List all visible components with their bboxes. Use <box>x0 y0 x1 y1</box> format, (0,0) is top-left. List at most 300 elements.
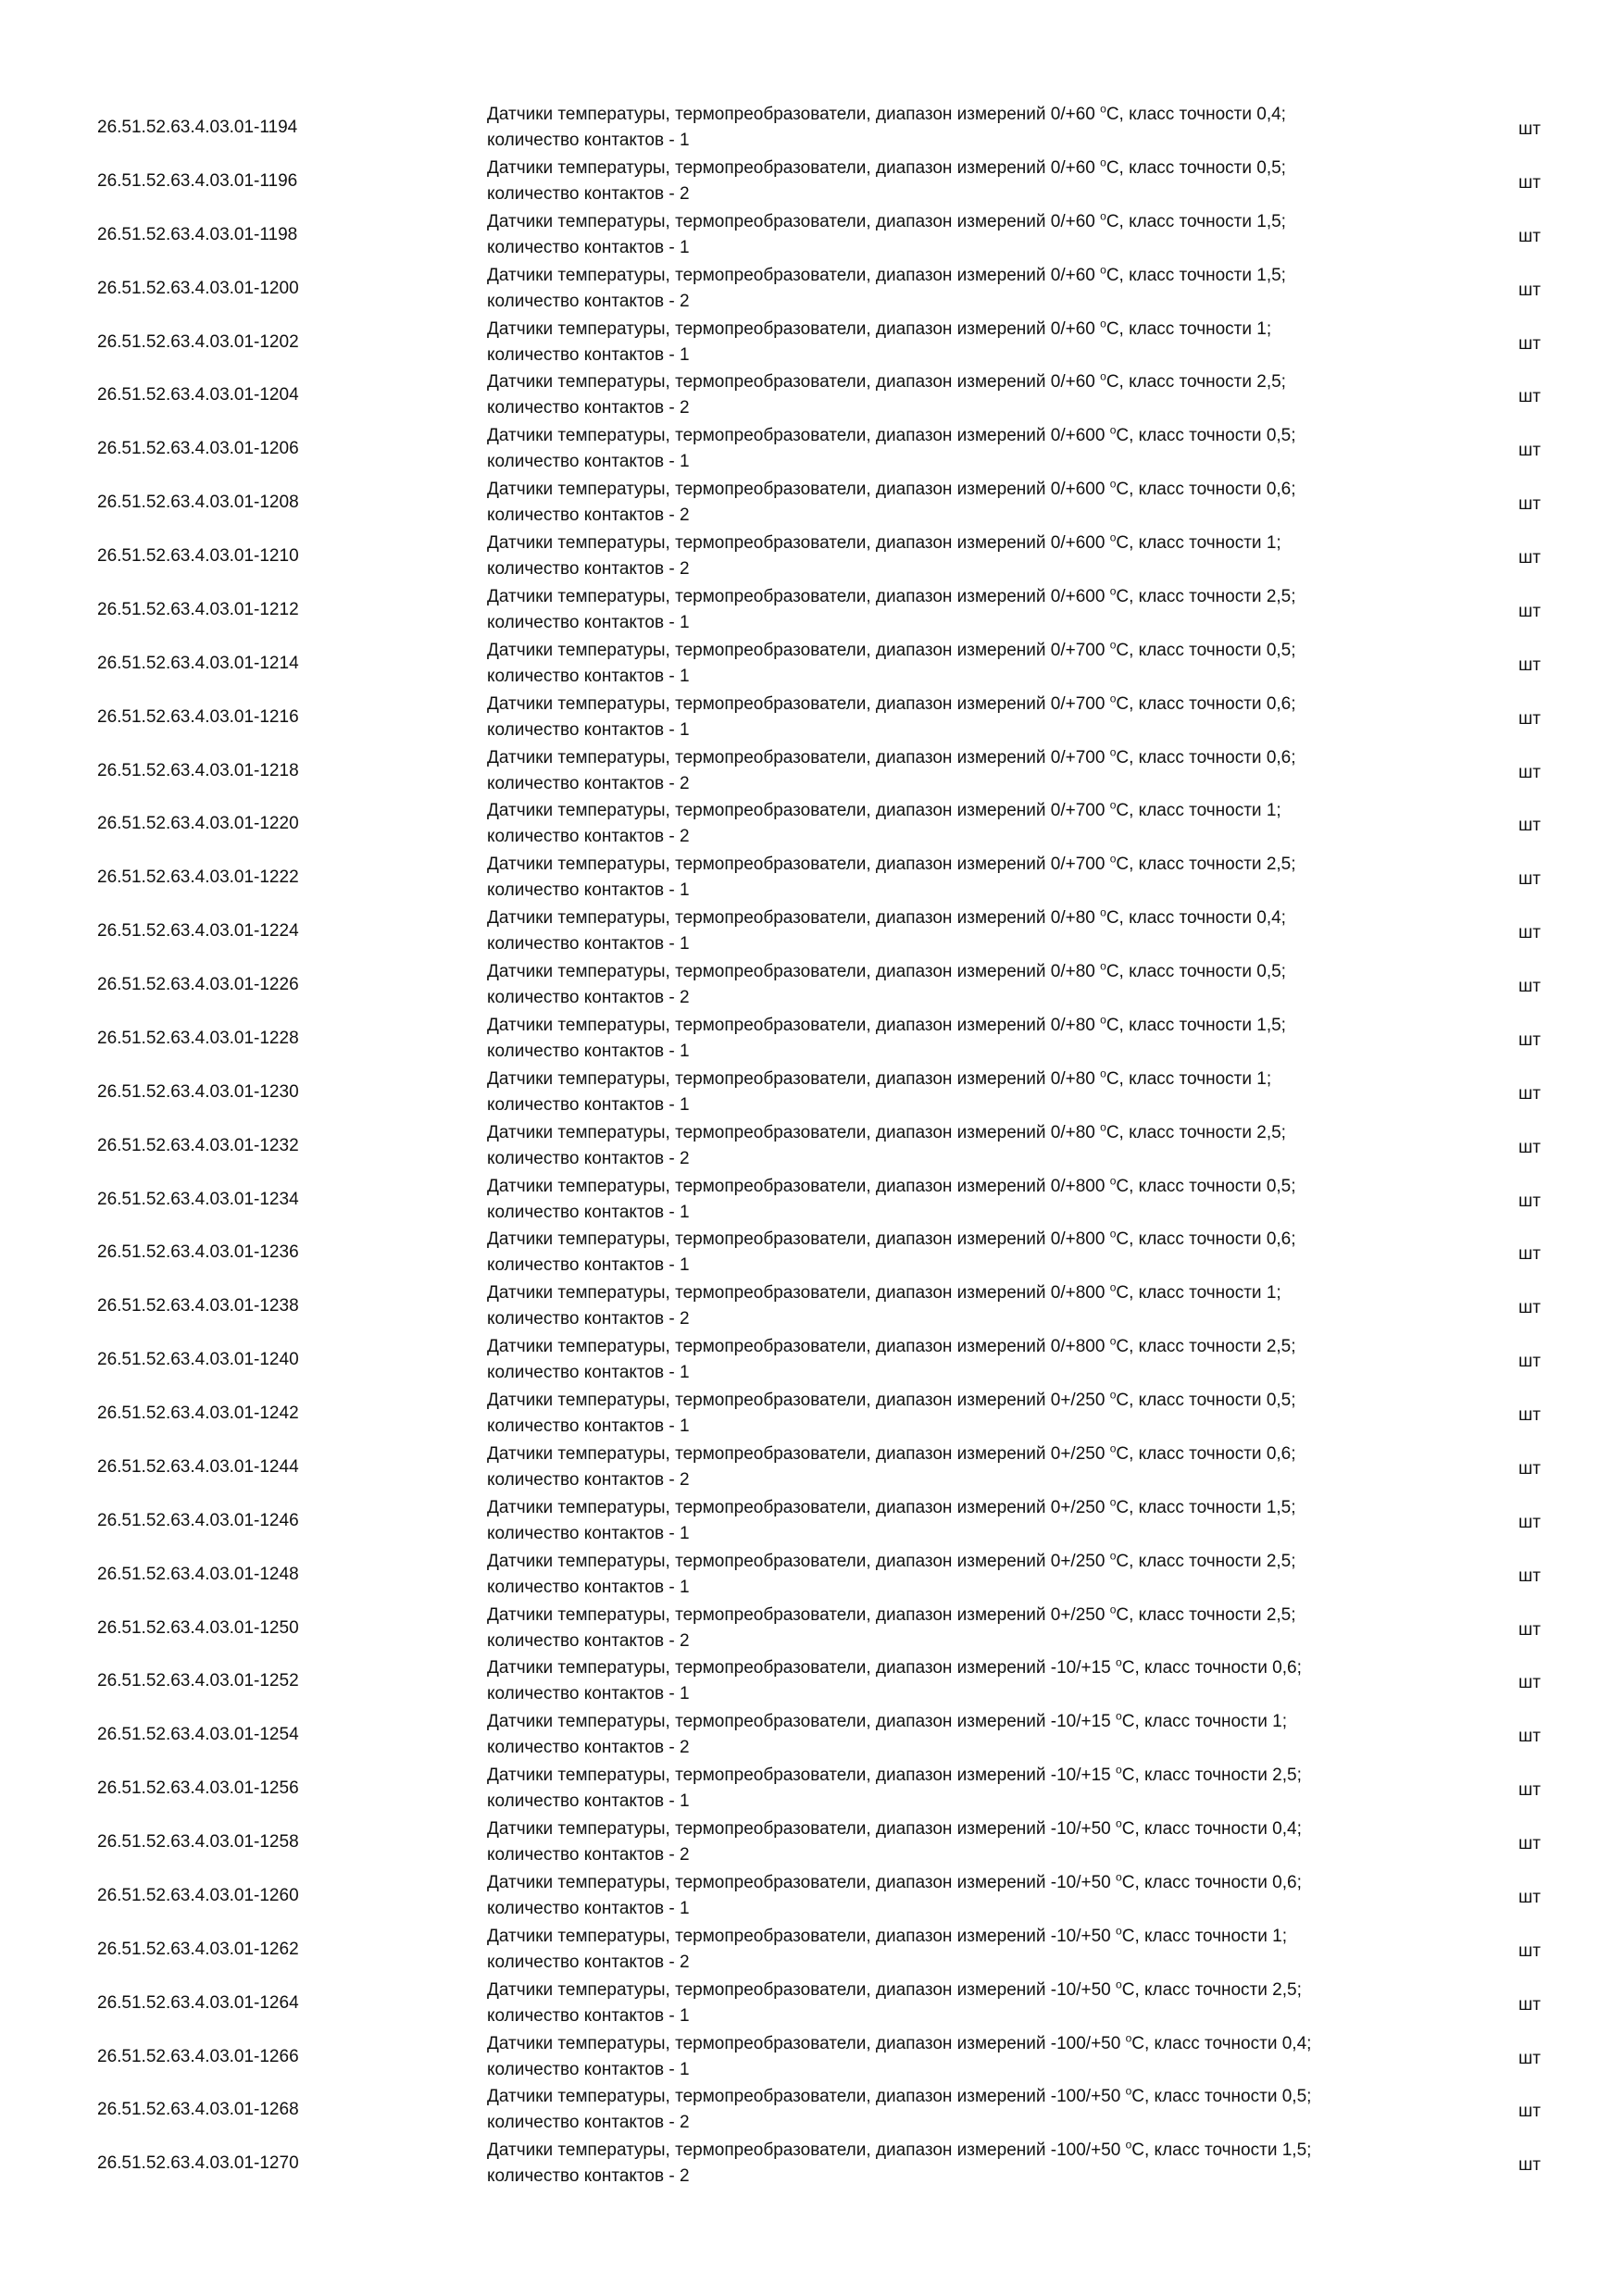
description-prefix: Датчики температуры, термопреобразователи, диапазон измерений <box>487 318 1051 339</box>
degree-mark: o <box>1109 1603 1117 1616</box>
semicolon: ; <box>1306 2087 1312 2107</box>
degree-mark: o <box>1116 1656 1122 1670</box>
contacts-count: 1 <box>679 1523 690 1543</box>
celsius-accuracy-label: C, класс точности <box>1106 157 1257 178</box>
item-description <box>487 209 1468 261</box>
contacts-count: 1 <box>679 2059 690 2079</box>
contacts-count: 1 <box>679 1416 690 1436</box>
contacts-label: количество контактов - <box>487 1309 680 1329</box>
contacts-label: количество контактов - <box>487 666 680 686</box>
description-line-2 <box>487 1521 1468 1547</box>
description-line-2 <box>487 1735 1468 1761</box>
description-line-1 <box>487 1120 1468 1146</box>
description-line-2 <box>487 1681 1468 1707</box>
celsius-accuracy-label: C, класс точности <box>1116 640 1267 660</box>
contacts-count: 1 <box>679 2005 690 2026</box>
description-prefix: Датчики температуры, термопреобразователи, диапазон измерений <box>487 426 1051 446</box>
accuracy-class: 0,5 <box>1256 157 1281 178</box>
contacts-label: количество контактов - <box>487 1363 680 1383</box>
accuracy-class: 1,5 <box>1256 211 1281 231</box>
description-line-1 <box>487 1603 1468 1628</box>
measurement-range: 0/+800 <box>1050 1176 1106 1196</box>
contacts-label: количество контактов - <box>487 1255 680 1276</box>
table-row <box>97 1495 1579 1549</box>
degree-mark: o <box>1100 370 1106 384</box>
item-code: 26.51.52.63.4.03.01-1196 <box>97 170 298 191</box>
semicolon: ; <box>1276 533 1281 553</box>
description-line-1 <box>487 156 1468 181</box>
accuracy-class: 0,6 <box>1272 1658 1297 1678</box>
description-line-2 <box>487 1360 1468 1386</box>
table-row <box>97 1388 1579 1441</box>
contacts-label: количество контактов - <box>487 1523 680 1543</box>
description-prefix: Датчики температуры, термопреобразователи, диапазон измерений <box>487 211 1051 231</box>
description-line-2 <box>487 1896 1468 1922</box>
contacts-label: количество контактов - <box>487 1148 680 1168</box>
table-row <box>97 1174 1579 1228</box>
description-prefix: Датчики температуры, термопреобразователи, диапазон измерений <box>487 1926 1051 1946</box>
degree-mark: o <box>1116 1709 1122 1723</box>
item-description <box>487 692 1468 743</box>
description-line-1 <box>487 2031 1468 2057</box>
contacts-label: количество контактов - <box>487 988 680 1007</box>
semicolon: ; <box>1291 1229 1296 1250</box>
item-description <box>487 638 1468 690</box>
contacts-count: 1 <box>679 131 690 150</box>
semicolon: ; <box>1291 1443 1296 1464</box>
item-code: 26.51.52.63.4.03.01-1222 <box>97 867 299 888</box>
description-line-2 <box>487 1200 1468 1226</box>
measurement-range: 0/+600 <box>1050 533 1106 553</box>
degree-mark: o <box>1109 530 1117 544</box>
description-prefix: Датчики температуры, термопреобразователи, диапазон измерений <box>487 1283 1051 1304</box>
semicolon: ; <box>1296 1819 1302 1839</box>
unit-of-measure: шт <box>1518 280 1541 300</box>
description-prefix: Датчики температуры, термопреобразователи, диапазон измерений <box>487 1658 1051 1678</box>
celsius-accuracy-label: C, класс точности <box>1116 855 1267 875</box>
accuracy-class: 2,5 <box>1266 586 1292 606</box>
measurement-range: 0/+60 <box>1050 157 1095 178</box>
description-line-1 <box>487 1067 1468 1092</box>
accuracy-class: 1 <box>1266 1283 1277 1304</box>
contacts-label: количество контактов - <box>487 398 680 418</box>
accuracy-class: 1,5 <box>1256 265 1281 285</box>
contacts-count: 1 <box>679 344 690 365</box>
contacts-label: количество контактов - <box>487 1416 680 1436</box>
item-code: 26.51.52.63.4.03.01-1204 <box>97 385 299 406</box>
description-line-1 <box>487 1388 1468 1414</box>
contacts-count: 1 <box>679 612 690 632</box>
semicolon: ; <box>1280 908 1286 929</box>
item-description <box>487 798 1468 850</box>
unit-of-measure: шт <box>1518 1029 1541 1050</box>
unit-of-measure: шт <box>1518 1673 1541 1693</box>
item-code: 26.51.52.63.4.03.01-1218 <box>97 760 299 780</box>
unit-of-measure: шт <box>1518 923 1541 943</box>
celsius-accuracy-label: C, класс точности <box>1116 1283 1267 1304</box>
contacts-count: 2 <box>679 827 690 847</box>
degree-mark: o <box>1109 1280 1117 1294</box>
degree-mark: o <box>1116 1924 1122 1938</box>
item-description <box>487 1816 1468 1868</box>
item-description <box>487 156 1468 207</box>
table-row <box>97 1816 1579 1870</box>
description-prefix: Датчики температуры, термопреобразователи, диапазон измерений <box>487 801 1051 821</box>
unit-of-measure: шт <box>1518 2048 1541 2068</box>
accuracy-class: 0,5 <box>1256 962 1281 981</box>
item-description <box>487 1227 1468 1279</box>
contacts-count: 1 <box>679 934 690 955</box>
table-row <box>97 530 1579 584</box>
measurement-range: -10/+50 <box>1050 1819 1111 1839</box>
description-line-1 <box>487 477 1468 503</box>
contacts-count: 1 <box>679 1094 690 1115</box>
celsius-accuracy-label: C, класс точности <box>1116 1176 1267 1196</box>
item-description <box>487 905 1468 957</box>
item-code: 26.51.52.63.4.03.01-1250 <box>97 1617 299 1638</box>
description-line-2 <box>487 1467 1468 1493</box>
measurement-range: -10/+50 <box>1050 1926 1111 1946</box>
unit-of-measure: шт <box>1518 494 1541 515</box>
table-row <box>97 263 1579 317</box>
contacts-count: 2 <box>679 1738 690 1758</box>
description-line-2 <box>487 343 1468 368</box>
degree-mark: o <box>1116 1870 1122 1884</box>
table-row <box>97 959 1579 1013</box>
contacts-count: 1 <box>679 1684 690 1704</box>
semicolon: ; <box>1291 693 1296 714</box>
description-line-2 <box>487 1628 1468 1654</box>
measurement-range: 0/+700 <box>1050 747 1106 767</box>
celsius-accuracy-label: C, класс точности <box>1116 1229 1267 1250</box>
degree-mark: o <box>1100 156 1106 169</box>
contacts-label: количество контактов - <box>487 1845 680 1865</box>
unit-of-measure: шт <box>1518 119 1541 139</box>
unit-of-measure: шт <box>1518 548 1541 568</box>
contacts-label: количество контактов - <box>487 1738 680 1758</box>
degree-mark: o <box>1109 692 1117 705</box>
description-prefix: Датчики температуры, термопреобразователи, диапазон измерений <box>487 1391 1051 1410</box>
description-line-2 <box>487 1039 1468 1065</box>
measurement-range: -100/+50 <box>1050 2033 1121 2053</box>
measurement-range: -10/+15 <box>1050 1658 1111 1678</box>
description-prefix: Датчики температуры, термопреобразователи, диапазон измерений <box>487 1819 1051 1839</box>
description-line-1 <box>487 584 1468 610</box>
degree-mark: o <box>1109 1388 1117 1402</box>
item-description <box>487 1495 1468 1547</box>
description-line-2 <box>487 2110 1468 2136</box>
accuracy-class: 1,5 <box>1266 1497 1292 1517</box>
description-prefix: Датчики температуры, термопреобразователи, диапазон измерений <box>487 372 1051 393</box>
item-code: 26.51.52.63.4.03.01-1232 <box>97 1135 299 1155</box>
degree-mark: o <box>1109 745 1117 759</box>
description-line-2 <box>487 2164 1468 2190</box>
unit-of-measure: шт <box>1518 816 1541 836</box>
celsius-accuracy-label: C, класс точности <box>1116 1604 1267 1625</box>
contacts-label: количество контактов - <box>487 2059 680 2079</box>
item-code: 26.51.52.63.4.03.01-1244 <box>97 1456 299 1477</box>
description-line-1 <box>487 263 1468 289</box>
table-row <box>97 1763 1579 1816</box>
contacts-count: 2 <box>679 2166 690 2187</box>
accuracy-class: 0,5 <box>1266 1176 1292 1196</box>
degree-mark: o <box>1109 1334 1117 1348</box>
description-line-2 <box>487 395 1468 421</box>
measurement-range: -100/+50 <box>1050 2140 1121 2161</box>
item-description <box>487 584 1468 636</box>
semicolon: ; <box>1280 265 1286 285</box>
accuracy-class: 1 <box>1266 533 1277 553</box>
degree-mark: o <box>1100 959 1106 973</box>
degree-mark: o <box>1100 1067 1106 1080</box>
semicolon: ; <box>1306 2140 1312 2161</box>
item-code: 26.51.52.63.4.03.01-1264 <box>97 1992 299 2013</box>
description-line-2 <box>487 181 1468 207</box>
degree-mark: o <box>1100 102 1106 116</box>
accuracy-class: 2,5 <box>1266 1604 1292 1625</box>
table-row <box>97 1280 1579 1334</box>
degree-mark: o <box>1109 1441 1117 1455</box>
contacts-label: количество контактов - <box>487 773 680 793</box>
item-description <box>487 317 1468 368</box>
description-prefix: Датчики температуры, термопреобразователи, диапазон измерений <box>487 265 1051 285</box>
unit-of-measure: шт <box>1518 1298 1541 1318</box>
table-row <box>97 1067 1579 1120</box>
semicolon: ; <box>1291 855 1296 875</box>
item-description <box>487 1334 1468 1386</box>
semicolon: ; <box>1280 157 1286 178</box>
unit-of-measure: шт <box>1518 708 1541 729</box>
unit-of-measure: шт <box>1518 977 1541 996</box>
description-line-1 <box>487 692 1468 718</box>
contacts-count: 1 <box>679 1791 690 1812</box>
degree-mark: o <box>1109 799 1117 813</box>
description-line-2 <box>487 1842 1468 1868</box>
accuracy-class: 2,5 <box>1272 1979 1297 2000</box>
description-line-1 <box>487 1441 1468 1467</box>
semicolon: ; <box>1280 1015 1286 1035</box>
unit-of-measure: шт <box>1518 869 1541 890</box>
item-code: 26.51.52.63.4.03.01-1260 <box>97 1885 299 1905</box>
measurement-range: 0/+600 <box>1050 586 1106 606</box>
contacts-count: 1 <box>679 1363 690 1383</box>
item-code: 26.51.52.63.4.03.01-1228 <box>97 1028 299 1048</box>
item-code: 26.51.52.63.4.03.01-1254 <box>97 1725 299 1745</box>
table-row <box>97 905 1579 959</box>
semicolon: ; <box>1280 372 1286 393</box>
description-prefix: Датчики температуры, термопреобразователи, диапазон измерений <box>487 1122 1051 1142</box>
measurement-range: 0+/250 <box>1050 1497 1106 1517</box>
table-row <box>97 1227 1579 1280</box>
contacts-label: количество контактов - <box>487 2113 680 2133</box>
description-line-2 <box>487 1789 1468 1815</box>
description-prefix: Датчики температуры, термопреобразователи, диапазон измерений <box>487 640 1051 660</box>
description-prefix: Датчики температуры, термопреобразователи, диапазон измерений <box>487 1497 1051 1517</box>
unit-of-measure: шт <box>1518 1727 1541 1747</box>
contacts-count: 1 <box>679 452 690 472</box>
description-line-2 <box>487 610 1468 636</box>
celsius-accuracy-label: C, класс точности <box>1116 533 1267 553</box>
semicolon: ; <box>1281 1926 1288 1946</box>
contacts-label: количество контактов - <box>487 1791 680 1812</box>
measurement-range: 0/+80 <box>1050 1015 1095 1035</box>
semicolon: ; <box>1266 318 1272 339</box>
accuracy-class: 1 <box>1272 1926 1282 1946</box>
description-line-1 <box>487 102 1468 128</box>
measurement-range: 0/+700 <box>1050 855 1106 875</box>
item-code: 26.51.52.63.4.03.01-1224 <box>97 921 299 942</box>
item-code: 26.51.52.63.4.03.01-1262 <box>97 1939 299 1959</box>
measurement-range: 0/+60 <box>1050 211 1095 231</box>
semicolon: ; <box>1291 480 1296 500</box>
description-prefix: Датчики температуры, термопреобразователи, диапазон измерений <box>487 1015 1051 1035</box>
description-prefix: Датчики температуры, термопреобразователи, диапазон измерений <box>487 533 1051 553</box>
item-code: 26.51.52.63.4.03.01-1246 <box>97 1510 299 1530</box>
celsius-accuracy-label: C, класс точности <box>1106 105 1257 124</box>
contacts-count: 2 <box>679 291 690 311</box>
measurement-range: 0/+800 <box>1050 1283 1106 1304</box>
item-description <box>487 1067 1468 1118</box>
measurement-range: 0/+600 <box>1050 426 1106 446</box>
description-prefix: Датчики температуры, термопреобразователи, диапазон измерений <box>487 962 1051 981</box>
unit-of-measure: шт <box>1518 1458 1541 1479</box>
unit-of-measure: шт <box>1518 387 1541 407</box>
item-description <box>487 1280 1468 1332</box>
semicolon: ; <box>1291 1497 1296 1517</box>
item-description <box>487 1441 1468 1493</box>
celsius-accuracy-label: C, класс точности <box>1106 211 1257 231</box>
measurement-range: -10/+50 <box>1050 1979 1111 2000</box>
description-line-1 <box>487 1280 1468 1306</box>
measurement-range: 0+/250 <box>1050 1604 1106 1625</box>
contacts-count: 2 <box>679 988 690 1007</box>
item-code: 26.51.52.63.4.03.01-1268 <box>97 2100 299 2120</box>
accuracy-class: 2,5 <box>1272 1766 1297 1786</box>
description-line-1 <box>487 423 1468 449</box>
celsius-accuracy-label: C, класс точности <box>1106 1068 1257 1089</box>
price-table <box>97 102 1579 2191</box>
unit-of-measure: шт <box>1518 2102 1541 2122</box>
table-row <box>97 584 1579 638</box>
contacts-count: 2 <box>679 505 690 526</box>
description-line-1 <box>487 209 1468 235</box>
contacts-label: количество контактов - <box>487 452 680 472</box>
item-description <box>487 2138 1468 2190</box>
degree-mark: o <box>1100 905 1106 919</box>
unit-of-measure: шт <box>1518 1352 1541 1372</box>
measurement-range: 0/+60 <box>1050 318 1095 339</box>
accuracy-class: 0,4 <box>1272 1819 1297 1839</box>
item-description <box>487 1978 1468 2029</box>
unit-of-measure: шт <box>1518 655 1541 675</box>
contacts-label: количество контактов - <box>487 1630 680 1651</box>
table-row <box>97 1441 1579 1495</box>
contacts-label: количество контактов - <box>487 827 680 847</box>
description-line-2 <box>487 664 1468 690</box>
degree-mark: o <box>1116 1978 1122 1991</box>
description-line-1 <box>487 1978 1468 2003</box>
item-code: 26.51.52.63.4.03.01-1216 <box>97 706 299 727</box>
degree-mark: o <box>1109 584 1117 598</box>
accuracy-class: 1 <box>1256 318 1267 339</box>
semicolon: ; <box>1280 211 1286 231</box>
celsius-accuracy-label: C, класс точности <box>1116 1551 1267 1571</box>
measurement-range: 0/+700 <box>1050 801 1106 821</box>
contacts-count: 1 <box>679 1202 690 1222</box>
item-description <box>487 1174 1468 1226</box>
degree-mark: o <box>1109 423 1117 437</box>
item-description <box>487 1924 1468 1976</box>
measurement-range: 0/+80 <box>1050 908 1095 929</box>
table-row <box>97 1924 1579 1978</box>
measurement-range: 0/+800 <box>1050 1337 1106 1357</box>
degree-mark: o <box>1125 2031 1132 2045</box>
celsius-accuracy-label: C, класс точности <box>1116 1443 1267 1464</box>
table-row <box>97 852 1579 905</box>
accuracy-class: 0,5 <box>1281 2087 1307 2107</box>
degree-mark: o <box>1109 1174 1117 1188</box>
degree-mark: o <box>1109 1549 1117 1563</box>
contacts-count: 2 <box>679 183 690 204</box>
description-prefix: Датчики температуры, термопреобразователи, диапазон измерений <box>487 908 1051 929</box>
degree-mark: o <box>1109 477 1117 491</box>
contacts-count: 2 <box>679 1952 690 1972</box>
celsius-accuracy-label: C, класс точности <box>1116 1337 1267 1357</box>
measurement-range: 0/+80 <box>1050 1122 1095 1142</box>
description-line-2 <box>487 1306 1468 1332</box>
contacts-label: количество контактов - <box>487 344 680 365</box>
table-row <box>97 798 1579 852</box>
semicolon: ; <box>1291 640 1296 660</box>
description-line-2 <box>487 503 1468 529</box>
celsius-accuracy-label: C, класс точности <box>1116 480 1267 500</box>
accuracy-class: 0,6 <box>1266 480 1292 500</box>
item-code: 26.51.52.63.4.03.01-1194 <box>97 118 298 137</box>
item-description <box>487 1709 1468 1761</box>
contacts-label: количество контактов - <box>487 505 680 526</box>
description-line-2 <box>487 931 1468 957</box>
contacts-label: количество контактов - <box>487 1469 680 1490</box>
description-prefix: Датчики температуры, термопреобразователи, диапазон измерений <box>487 1604 1051 1625</box>
celsius-accuracy-label: C, класс точности <box>1121 1979 1273 2000</box>
unit-of-measure: шт <box>1518 762 1541 782</box>
unit-of-measure: шт <box>1518 1137 1541 1157</box>
item-code: 26.51.52.63.4.03.01-1238 <box>97 1296 299 1316</box>
description-line-2 <box>487 1414 1468 1440</box>
accuracy-class: 1 <box>1272 1712 1282 1732</box>
semicolon: ; <box>1291 1176 1296 1196</box>
item-code: 26.51.52.63.4.03.01-1208 <box>97 493 299 513</box>
item-code: 26.51.52.63.4.03.01-1212 <box>97 599 299 619</box>
description-line-1 <box>487 1924 1468 1950</box>
unit-of-measure: шт <box>1518 1834 1541 1853</box>
item-code: 26.51.52.63.4.03.01-1270 <box>97 2153 299 2174</box>
semicolon: ; <box>1291 747 1296 767</box>
unit-of-measure: шт <box>1518 1191 1541 1211</box>
accuracy-class: 0,6 <box>1266 747 1292 767</box>
semicolon: ; <box>1291 426 1296 446</box>
contacts-label: количество контактов - <box>487 183 680 204</box>
accuracy-class: 1,5 <box>1256 1015 1281 1035</box>
description-prefix: Датчики температуры, термопреобразователи, диапазон измерений <box>487 1766 1051 1786</box>
description-line-1 <box>487 530 1468 556</box>
contacts-label: количество контактов - <box>487 2166 680 2187</box>
celsius-accuracy-label: C, класс точности <box>1131 2140 1282 2161</box>
table-row <box>97 692 1579 745</box>
table-row <box>97 1978 1579 2031</box>
unit-of-measure: шт <box>1518 226 1541 246</box>
description-line-1 <box>487 1334 1468 1360</box>
